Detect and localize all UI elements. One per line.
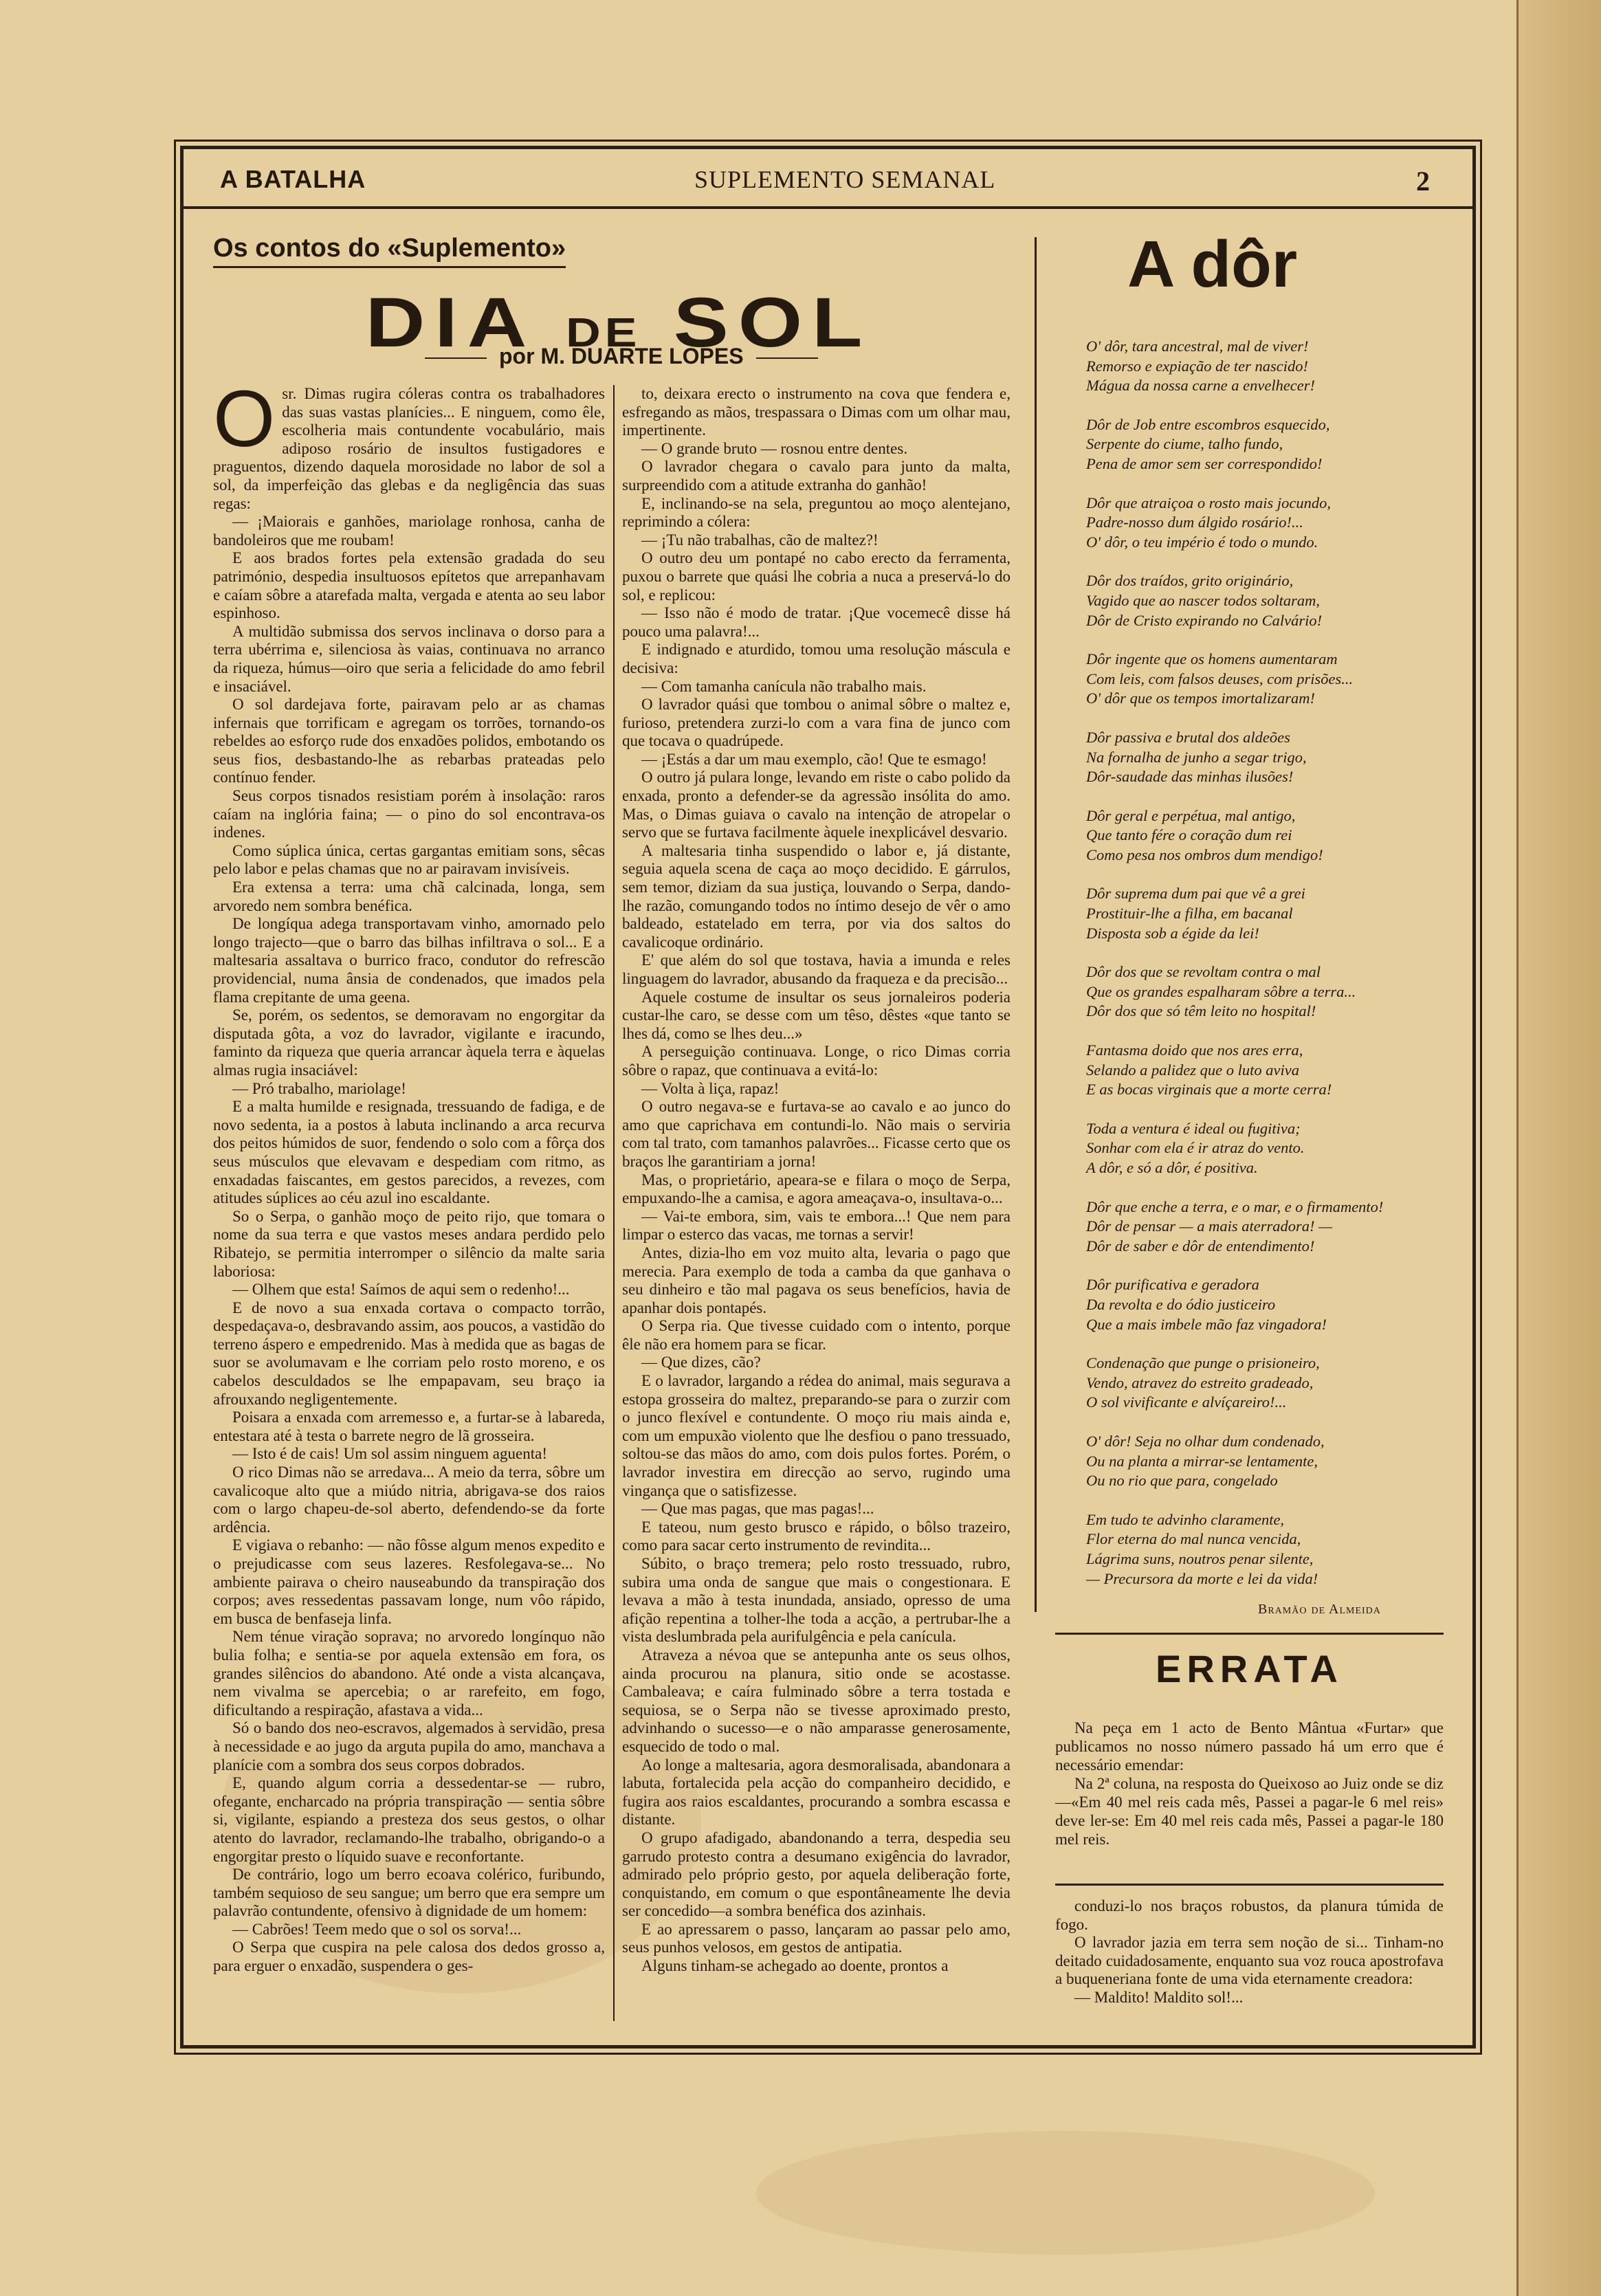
paragraph: E o lavrador, largando a rédea do animal, mais segurava a estopa grosseira do maltez, preparando-se para o zurzir com o junco flexível e contundente. O moço riu mais ainda e, com um empuxão violento que lhe desfiou o pano tressuado, soltou-se das mãos do amo, com dois pulos fortes. Porém, o lavrador investira em direcção ao servo, rugindo uma vingança que o satisfizesse. — [622, 1372, 1011, 1499]
poem-line: A dôr, e só a dôr, é positiva. — [1086, 1159, 1258, 1176]
paragraph: A maltesaria tinha suspendido o labor e, já distante, seguia aquela scena de caça ao moço decidido. E gárrulos, sem temor, diziam da sua justiça, louvando o Serpa, dando-lhe razão, comungando todos no íntimo desejo de vêr o amo baldeado, estatelado em terra, por via dos saltos do cavalicoque ordinário. — [622, 841, 1011, 951]
poem-stanza — [1086, 806, 1444, 865]
poem-title: A dôr — [1127, 228, 1298, 301]
errata-rule — [1055, 1633, 1444, 1635]
paragraph: Se, porém, os sedentos, se demoravam no engorgitar da disputada gôta, a voz do lavrador, vigilante e iracundo, faminto da riqueza que queria arrancar àquela terra e àquelas almas rugia insaciável: — [213, 1006, 605, 1079]
story-kicker: Os contos do «Suplemento» — [213, 234, 566, 268]
poem-line: Dôr passiva e brutal dos aldeões — [1086, 728, 1290, 746]
poem-stanza — [1086, 1275, 1444, 1334]
paragraph: — O grande bruto — rosnou entre dentes. — [641, 439, 908, 457]
paragraph: — Volta à liça, rapaz! — [641, 1079, 780, 1097]
poem-line: Em tudo te advinho claramente, — [1086, 1510, 1285, 1528]
paragraph: O sol dardejava forte, pairavam pelo ar as chamas infernais que torrificam e agregam os torrões, tornando-os rebeldes ao esforço rude dos enxadões polidos, embotando os seus fios, desbastando-lhe as rebarbas prateadas pelo contínuo fender. — [213, 696, 605, 786]
paragraph: De longíqua adega transportavam vinho, amornado pelo longo trajecto—que o barro das bilhas infiltrava o sol... E a maltesaria assaltava o burrico fraco, condutor do refrescão providencial, numa ânsia de condenados, que imados pela flama crepitante de uma geena. — [213, 915, 605, 1006]
paragraph: O outro negava-se e furtava-se ao cavalo e ao junco do amo que caprichava em contundi-lo. Não mais o serviria com tal trato, com tamanhos palavrões... Ficasse certo que os braços lhe garantiriam a jorna! — [622, 1098, 1011, 1170]
poem-line: Dôr de Cristo expirando no Calvário! — [1086, 611, 1323, 629]
poem-line: Que a mais imbele mão faz vingadora! — [1086, 1315, 1327, 1333]
poem-line: Padre-nosso dum álgido rosário!... — [1086, 514, 1303, 531]
paragraph: O outro deu um pontapé no cabo erecto da ferramenta, puxou o barrete que quási lhe cobria a nuca a preservá-lo do sol, e replicou: — [622, 549, 1011, 604]
paragraph: Só o bando dos neo-escravos, algemados à servidão, presa à necessidade e ao jugo da arguta pupila do amo, manchava a planície com a sombra dos seus corpos dobrados. — [213, 1719, 605, 1774]
paragraph: Era extensa a terra: uma chã calcinada, longa, sem arvoredo nem sombra benéfica. — [213, 879, 605, 914]
poem-stanza — [1086, 494, 1444, 553]
paragraph: O grupo afadigado, abandonando a terra, despedia seu garrudo protesto contra a desumano exigência do lavrador, admirado pelo próprio gesto, por aquela deliberação forte, conquistando, em comum o que espontâneamente lhe devia ser concedido—a sombra benéfica dos azinhais. — [622, 1829, 1011, 1920]
poem-line: Lágrima suns, noutros penar silente, — [1086, 1549, 1314, 1567]
poem-stanza — [1086, 1432, 1444, 1491]
paragraph: — Isto é de cais! Um sol assim ninguem aguenta! — [232, 1445, 547, 1463]
poem-line: Dôr dos traídos, grito originário, — [1086, 572, 1294, 590]
paragraph: Seus corpos tisnados resistiam porém à insolação: raros caíam na inglória faina; — o pino do sol encontrava-os indenes. — [213, 787, 605, 841]
paragraph: Poisara a enxada com arremesso e, a furtar-se à labareda, entestara até à testa o barrete negro de lã grosseira. — [213, 1409, 605, 1444]
paragraph: E' que além do sol que tostava, havia a imunda e reles linguagem do lavrador, abusando da fraqueza e da precisão... — [622, 951, 1011, 987]
paragraph: — ¡Maiorais e ganhões, mariolage ronhosa, canha de bandoleiros que me roubam! — [213, 513, 605, 549]
paragraph: — Que dizes, cão? — [641, 1354, 761, 1371]
paragraph: A multidão submissa dos servos inclinava o dorso para a terra ubérrima e, silenciosa às vaias, continuava no arranco da riqueza, húmus—oiro que seria a felicidade do amo febril e insaciável. — [213, 622, 605, 695]
paragraph: — Maldito! Maldito sol!... — [1074, 1988, 1244, 2006]
poem-line: Dôr suprema dum pai que vê a grei — [1086, 885, 1305, 903]
poem-line: Dôr dos que se revoltam contra o mal — [1086, 963, 1321, 981]
poem-stanza — [1086, 884, 1444, 943]
poem-line: O sol vivificante e alvíçareiro!... — [1086, 1393, 1287, 1411]
paragraph: — Cabrões! Teem medo que o sol os sorva!... — [232, 1920, 522, 1938]
header-rule — [180, 206, 1476, 209]
poem-line: Ou na planta a mirrar-se lentamente, — [1086, 1452, 1318, 1470]
poem-line: Selando a palidez que o luto aviva — [1086, 1061, 1299, 1079]
title-word: DIA — [365, 283, 533, 362]
poem-stanza — [1086, 415, 1444, 474]
story-column-1 — [213, 385, 605, 2028]
paragraph: — Pró trabalho, mariolage! — [232, 1079, 406, 1097]
page-number: 2 — [1416, 166, 1431, 197]
paragraph: O lavrador chegara o cavalo para junto da malta, surpreendido com a atitude extranha do ganhão! — [622, 458, 1011, 494]
paragraph: E aos brados fortes pela extensão gradada do seu património, despedia insultuosos epítetos que arrepanhavam e caíam sôbre a atarefada malta, vergada e atenta ao seu labor espinhoso. — [213, 549, 605, 622]
paragraph: E tateou, num gesto brusco e rápido, o bôlso trazeiro, como para sacar certo instrumento de revindita... — [622, 1518, 1011, 1554]
paragraph: E a malta humilde e resignada, tressuando de fadiga, e de novo sedenta, ia a postos à labuta inclinando a arca recurva dos peitos húmidos de suor, fendendo o solo com a fôrça dos seus músculos que elevavam e despediam com ritmo, as enxadadas faiscantes, em gestos parecidos, a revezes, com atitudes súplices ao céu azul ino escaldante. — [213, 1098, 605, 1207]
poem-line: Que os grandes espalharam sôbre a terra... — [1086, 982, 1356, 1000]
paragraph: O outro já pulara longe, levando em riste o cabo polido da enxada, pronto a defender-se da agressão insólita do amo. Mas, o Dimas guiava o cavalo na intenção de atropelar o servo que se furtava facilmente àquele inexplicável desvario. — [622, 769, 1011, 841]
paragraph: E ao apressarem o passo, lançaram ao passar pelo amo, seus punhos velosos, em gestos de antipatia. — [622, 1920, 1011, 1956]
poem-stanza — [1086, 650, 1444, 709]
paragraph: So o Serpa, o ganhão moço de peito rijo, que tomara o nome da sua terra e que vastos meses andara perdido pelo Ribatejo, se permitia interromper o silêncio da malte saria laboriosa: — [213, 1207, 605, 1280]
poem-line: Dôr de pensar — a mais aterradora! — — [1086, 1217, 1333, 1235]
poem-body — [1086, 337, 1444, 1608]
paragraph: E, quando algum corria a dessedentar-se — rubro, ofegante, encharcado na própria transpiração — sentia sôbre si, vigilante, espiando a presteza dos seus gestos, o olhar atento do lavrador, reclamando-lhe trabalho, obrigando-o a engorgitar presto o líquido suave e reconfortante. — [213, 1774, 605, 1865]
poem-line: Prostituir-lhe a filha, em bacanal — [1086, 905, 1293, 923]
paragraph: conduzi-lo nos braços robustos, da planura túmida de fogo. — [1055, 1897, 1444, 1933]
paragraph: — ¡Estás a dar um mau exemplo, cão! Que te esmago! — [641, 750, 987, 768]
poem-line: Que tanto fére o coração dum rei — [1086, 826, 1292, 844]
paragraph: Na peça em 1 acto de Bento Mântua «Furtar» que publicamos no nosso número passado há um erro que é necessário emendar: — [1055, 1719, 1444, 1774]
poem-author: Bramão de Almeida — [1258, 1602, 1381, 1617]
poem-stanza — [1086, 1354, 1444, 1413]
paragraph: — ¡Tu não trabalhas, cão de maltez?! — [641, 531, 879, 549]
poem-line: Dôr dos que só têm leito no hospital! — [1086, 1002, 1316, 1020]
paragraph: O Serpa que cuspira na pele calosa dos dedos grosso a, para erguer o enxadão, suspendera o ges- — [213, 1939, 605, 1975]
title-word: SOL — [673, 283, 872, 362]
poem-stanza — [1086, 337, 1444, 396]
paragraph: Antes, dizia-lho em voz muito alta, levaria o pago que merecia. Para exemplo de toda a camba da que ganhava o seu dinheiro e tão mal pagava os seus benefícios, havia de apanhar dois pontapés. — [622, 1244, 1011, 1316]
poem-stanza — [1086, 1119, 1444, 1178]
poem-stanza — [1086, 1197, 1444, 1257]
poem-line: Mágua da nossa carne a envelhecer! — [1086, 377, 1316, 395]
paragraph: E vigiava o rebanho: — não fôsse algum menos expedito e o prejudicasse com seus lazeres. Resfolegava-se... No ambiente pairava o cheiro nauseabundo da transpiração dos corpos; aves ressedentas passavam longe, num vôo rápido, em busca de benfaseja linfa. — [213, 1536, 605, 1627]
paragraph: De contrário, logo um berro ecoava colérico, furibundo, também sequioso de seu sangue; um berro que era sempre um palavrão contundente, ofensivo à dignidade de um homem: — [213, 1866, 605, 1920]
paragraph: E de novo a sua enxada cortava o compacto torrão, despedaçava-o, desbravando assim, aos poucos, a vastidão do terreno áspero e empedrenido. Mas à medida que as bagas de suor se avolumavam e lhe corriam pelo rosto moreno, e os cabelos desculdados se lhe empapavam, seu braço ia afrouxando negligentemente. — [213, 1299, 605, 1408]
poem-line: Com leis, com falsos deuses, com prisões... — [1086, 670, 1354, 687]
paragraph: Como súplica única, certas gargantas emitiam sons, sêcas pelo labor e pelas chamas que no ar pairavam invisíveis. — [213, 841, 605, 878]
errata-title: ERRATA — [1155, 1647, 1343, 1690]
paragraph: E, inclinando-se na sela, preguntou ao moço alentejano, reprimindo a cólera: — [622, 494, 1011, 531]
poem-stanza — [1086, 571, 1444, 630]
poem-line: Disposta sob a égide da lei! — [1086, 924, 1259, 942]
poem-line: Na fornalha de junho a segar trigo, — [1086, 748, 1307, 766]
paragraph: O rico Dimas não se arredava... A meio da terra, sôbre um cavalicoque alto que a miúdo nitria, abrigava-se dos raios com o largo chapeu-de-sol aberto, defendendo-se da forte ardência. — [213, 1464, 605, 1536]
column-rule — [613, 385, 615, 2021]
errata-body — [1055, 1719, 1444, 1848]
poem-line: Dôr geral e perpétua, mal antigo, — [1086, 806, 1296, 824]
poem-line: Toda a ventura é ideal ou fugitiva; — [1086, 1119, 1301, 1137]
paragraph: E indignado e aturdido, tomou uma resolução máscula e decisiva: — [622, 641, 1011, 676]
poem-line: O' dôr, o teu império é todo o mundo. — [1086, 533, 1318, 551]
errata-rule — [1055, 1884, 1444, 1886]
poem-line: Flor eterna do mal nunca vencida, — [1086, 1530, 1301, 1548]
title-word: DE — [566, 309, 641, 355]
paragraph: — Com tamanha canícula não trabalho mais. — [641, 677, 927, 695]
paragraph: — Isso não é modo de tratar. ¡Que vocemecê disse há pouco uma palavra!... — [622, 604, 1011, 640]
poem-line: Dôr de saber e dôr de entendimento! — [1086, 1237, 1315, 1255]
story-continuation — [1055, 1897, 1444, 2007]
poem-stanza — [1086, 1041, 1444, 1100]
poem-line: Dôr que atraiçoa o rosto mais jocundo, — [1086, 494, 1332, 511]
poem-line: Como pesa nos ombros dum mendigo! — [1086, 846, 1323, 863]
poem-line: Da revolta e do ódio justiceiro — [1086, 1295, 1276, 1313]
paragraph: to, deixara erecto o instrumento na cova que fendera e, esfregando as mãos, trespassara o Dimas com um olhar mau, impertinente. — [622, 385, 1011, 439]
paragraph: O lavrador jazia em terra sem noção de si... Tinham-no deitado cuidadosamente, enquanto sua voz rouca apostrofava a buqueneriana fonte de uma vida eternamente creadora: — [1055, 1934, 1444, 1987]
poem-line: Dôr-saudade das minhas ilusões! — [1086, 768, 1294, 786]
poem-stanza — [1086, 728, 1444, 787]
poem-line: Fantasma doido que nos ares erra, — [1086, 1041, 1303, 1059]
poem-line: Serpente do ciume, talho fundo, — [1086, 435, 1283, 453]
poem-stanza — [1086, 962, 1444, 1022]
paragraph: Ao longe a maltesaria, agora desmoralisada, abandonara a labuta, fortalecida pela acção do companheiro decidido, e fugira aos raios escaldantes, procurando a sombra escassa e distante. — [622, 1756, 1011, 1829]
poem-line: Ou no rio que para, congelado — [1086, 1472, 1278, 1490]
paragraph: — Vai-te embora, sim, vais te embora...! Que nem para limpar o esterco das vacas, me tornas a servir! — [622, 1207, 1011, 1244]
paragraph: Nem ténue viração soprava; no arvoredo longínquo não bulia folha; e sentia-se por aquela extensão em fora, os grandes silêncios do abandono. Até onde a vista alcançava, nem vivalma se apercebia; o ar rarefeito, em fogo, dificultando a respiração, afastava a vida... — [213, 1628, 605, 1719]
poem-line: Dôr purificativa e geradora — [1086, 1276, 1259, 1294]
paragraph: Mas, o proprietário, apeara-se e filara o moço de Serpa, empuxando-lhe a camisa, e agora ameaçava-o, insultava-o... — [622, 1171, 1011, 1207]
poem-line: O' dôr que os tempos imortalizaram! — [1086, 689, 1315, 707]
poem-line: E as bocas virginais que a morte cerra! — [1086, 1081, 1332, 1099]
poem-line: Dôr de Job entre escombros esquecido, — [1086, 415, 1330, 433]
poem-line: Dôr ingente que os homens aumentaram — [1086, 650, 1338, 668]
story-column-2 — [622, 385, 1011, 2028]
poem-line: Remorso e expiação de ter nascido! — [1086, 357, 1309, 375]
poem-line: — Precursora da morte e lei da vida! — [1086, 1569, 1318, 1587]
poem-line: Condenação que punge o prisioneiro, — [1086, 1354, 1320, 1372]
paragraph: sr. Dimas rugira cóleras contra os trabalhadores das suas vastas planícies... E ninguem, como êle, escolheria mais contundente vocabulário, mais adiposo rosário de insultos fustigadores e praguentos, dizendo daquela morosidade no labor de sol a sol, da imperfeição das glebas e da negligência das suas regas: — [213, 385, 605, 512]
section-title: SUPLEMENTO SEMANAL — [694, 166, 996, 193]
poem-line: Sonhar com ela é ir atraz do vento. — [1086, 1139, 1305, 1157]
paragraph: — Que mas pagas, que mas pagas!... — [641, 1500, 874, 1518]
paragraph: Atraveza a névoa que se antepunha ante os seus olhos, ainda procurou na planura, sitio onde se acostasse. Cambaleava; e caíra fulminado sôbre a terra tostada e sequiosa, se o Serpa não se tivesse aproximado presto, advinhando o sucesso—e o não amparasse generosamente, esquecido de todo o mal. — [622, 1646, 1011, 1755]
paragraph: Na 2ª coluna, na resposta do Queixoso ao Juiz onde se diz—«Em 40 mel reis cada mês, Passei a pagar-le 6 mel reis» deve ler-se: Em 40 mel reis cada mês, Passei a pagar-le 180 mel reis. — [1055, 1775, 1444, 1848]
story-byline: por M. DUARTE LOPES — [412, 344, 830, 369]
newspaper-name: A BATALHA — [220, 165, 366, 193]
poem-line: O' dôr! Seja no olhar dum condenado, — [1086, 1432, 1325, 1450]
paragraph: O Serpa ria. Que tivesse cuidado com o intento, porque êle não era homem para se ficar. — [622, 1317, 1011, 1353]
paragraph: Súbito, o braço tremera; pelo rosto tressuado, rubro, subira uma onda de sangue que mais o congestionara. E levava a mão à testa inundada, ansiado, opresso de uma afição repentina a tolher-lhe toda a acção, a pertrubar-lhe a vista deslumbrada pela aurifulgência e pela canícula. — [622, 1555, 1011, 1646]
drop-cap: O — [213, 385, 276, 463]
paragraph: O lavrador quási que tombou o animal sôbre o maltez e, furioso, pretendera zurzi-lo com a vara fina de junco com que tocava o quadrúpede. — [622, 696, 1011, 750]
column-rule — [1035, 237, 1037, 1612]
poem-line: Pena de amor sem ser correspondido! — [1086, 454, 1323, 472]
poem-line: Dôr que enche a terra, e o mar, e o firmamento! — [1086, 1197, 1384, 1215]
adjacent-page-edge — [1516, 0, 1601, 2296]
poem-line: O' dôr, tara ancestral, mal de viver! — [1086, 338, 1309, 355]
paragraph: Alguns tinham-se achegado ao doente, prontos a — [641, 1957, 949, 1975]
poem-stanza — [1086, 1510, 1444, 1589]
poem-line: Vendo, atravez do estreito gradeado, — [1086, 1373, 1314, 1391]
paragraph: Aquele costume de insultar os seus jornaleiros poderia custar-lhe caro, se desse com um têso, dêstes «que tanto se lhes dá, como se lhes deu...» — [622, 988, 1011, 1042]
paragraph: A perseguição continuava. Longe, o rico Dimas corria sôbre o rapaz, que continuava a evitá-lo: — [622, 1043, 1011, 1079]
paragraph: — Olhem que esta! Saímos de aqui sem o redenho!... — [232, 1281, 570, 1299]
poem-line: Vagido que ao nascer todos soltaram, — [1086, 591, 1320, 609]
paper-stain — [756, 2131, 1375, 2255]
